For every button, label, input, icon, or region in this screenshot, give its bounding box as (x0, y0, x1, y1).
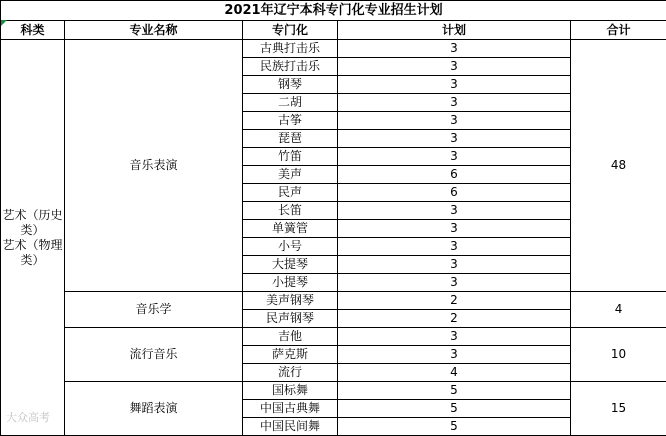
total-cell: 4 (571, 292, 666, 328)
cell-marker-icon (1, 20, 7, 26)
header-major: 专业名称 (65, 21, 243, 40)
category-cell (1, 40, 65, 436)
major-name-cell: 舞蹈表演 (65, 382, 243, 436)
plan-cell: 6 (338, 184, 571, 202)
specialization-cell: 琵琶 (243, 130, 338, 148)
category-text: 类） (1, 253, 64, 268)
specialization-cell: 竹笛 (243, 148, 338, 166)
specialization-cell: 美声 (243, 166, 338, 184)
plan-cell: 3 (338, 202, 571, 220)
specialization-cell: 长笛 (243, 202, 338, 220)
specialization-cell: 单簧管 (243, 220, 338, 238)
plan-cell: 5 (338, 382, 571, 400)
watermark: 大众高考 (6, 409, 50, 425)
plan-cell: 5 (338, 418, 571, 436)
specialization-cell: 吉他 (243, 328, 338, 346)
specialization-cell: 国标舞 (243, 382, 338, 400)
total-cell: 10 (571, 328, 666, 382)
specialization-cell: 民族打击乐 (243, 58, 338, 76)
specialization-cell: 大提琴 (243, 256, 338, 274)
specialization-cell: 小号 (243, 238, 338, 256)
specialization-cell: 流行 (243, 364, 338, 382)
plan-cell: 3 (338, 220, 571, 238)
specialization-cell: 民声钢琴 (243, 310, 338, 328)
plan-cell: 2 (338, 310, 571, 328)
table-row (1, 328, 666, 346)
specialization-cell: 中国民间舞 (243, 418, 338, 436)
category-text: 类） (1, 223, 64, 238)
plan-cell: 3 (338, 274, 571, 292)
plan-cell: 3 (338, 76, 571, 94)
specialization-cell: 二胡 (243, 94, 338, 112)
specialization-cell: 萨克斯 (243, 346, 338, 364)
plan-cell: 2 (338, 292, 571, 310)
title-row (1, 1, 666, 21)
plan-cell: 5 (338, 400, 571, 418)
header-specialization: 专门化 (243, 21, 338, 40)
specialization-cell: 钢琴 (243, 76, 338, 94)
plan-cell: 3 (338, 112, 571, 130)
plan-cell: 3 (338, 256, 571, 274)
header-category: 科类 (1, 21, 65, 40)
specialization-cell: 美声钢琴 (243, 292, 338, 310)
plan-cell: 3 (338, 148, 571, 166)
header-total: 合计 (571, 21, 666, 40)
plan-cell: 3 (338, 328, 571, 346)
plan-cell: 3 (338, 238, 571, 256)
total-cell: 15 (571, 382, 666, 436)
table-row (1, 382, 666, 400)
specialization-cell: 小提琴 (243, 274, 338, 292)
header-row (1, 21, 666, 40)
category-text: 艺术（物理 (1, 238, 64, 253)
header-plan: 计划 (338, 21, 571, 40)
plan-cell: 3 (338, 40, 571, 58)
total-cell: 48 (571, 40, 666, 292)
specialization-cell: 民声 (243, 184, 338, 202)
specialization-cell: 中国古典舞 (243, 400, 338, 418)
table-row (1, 40, 666, 58)
plan-cell: 3 (338, 58, 571, 76)
plan-cell: 6 (338, 166, 571, 184)
major-name-cell: 音乐学 (65, 292, 243, 328)
table-row (1, 292, 666, 310)
major-name-cell: 流行音乐 (65, 328, 243, 382)
specialization-cell: 古筝 (243, 112, 338, 130)
specialization-cell: 古典打击乐 (243, 40, 338, 58)
plan-cell: 3 (338, 94, 571, 112)
major-name-cell: 音乐表演 (65, 40, 243, 292)
plan-cell: 3 (338, 346, 571, 364)
table-title: 2021年辽宁本科专门化专业招生计划 (1, 1, 666, 21)
plan-cell: 4 (338, 364, 571, 382)
plan-cell: 3 (338, 130, 571, 148)
category-text: 艺术（历史 (1, 208, 64, 223)
